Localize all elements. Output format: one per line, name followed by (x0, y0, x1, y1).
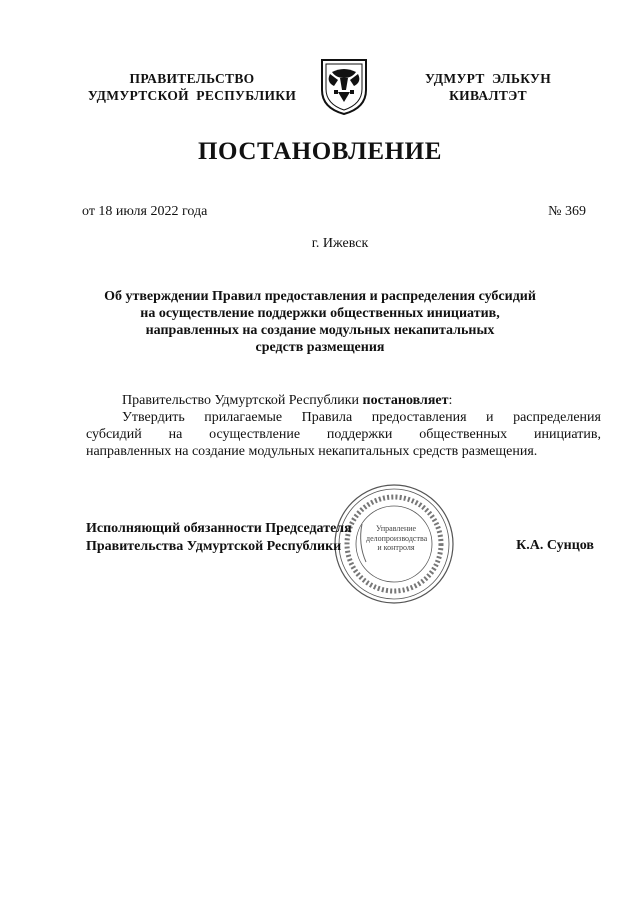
document-title: ПОСТАНОВЛЕНИЕ (197, 138, 443, 165)
stamp-line-1: Управление (375, 524, 417, 533)
document-body (86, 392, 601, 460)
signatory-name: К.А. Сунцов (516, 538, 594, 553)
body-paragraph-1-text: Правительство Удмуртской Республики (122, 393, 363, 408)
body-paragraph-2-line-2: субсидий на осуществление поддержки общественных инициатив, (86, 427, 601, 442)
document-date: от 18 июля 2022 года (82, 204, 208, 219)
resolves-word: постановляет (362, 393, 449, 408)
stamp-line-3: и контроля (377, 543, 415, 552)
subject-line-2: на осуществление поддержки общественных инициатив, (140, 306, 500, 321)
subject-line-1: Об утверждении Правил предоставления и распределения субсидий (104, 289, 536, 304)
signatory-position-line-2: Правительства Удмуртской Республики (86, 539, 342, 554)
document-subject (0, 288, 640, 356)
body-paragraph-2-line-1: Утвердить прилагаемые Правила предоставления и распределения (122, 410, 601, 425)
subject-line-4: средств размещения (255, 340, 385, 355)
subject-line-3: направленных на создание модульных некапитальных (145, 323, 495, 338)
issuer-russian (72, 70, 312, 104)
signatory-position-line-1: Исполняющий обязанности Председателя (86, 521, 352, 536)
signatory-position (86, 520, 352, 556)
issuer-udmurt-line-2: КИВАЛТЭТ (449, 88, 527, 103)
issuer-udmurt-line-1: УДМУРТ ЭЛЬКУН (424, 71, 552, 86)
issuer-russian-line-1: ПРАВИТЕЛЬСТВО (129, 71, 255, 86)
udmurt-coat-of-arms-icon (318, 56, 370, 116)
stamp-inner-text (366, 524, 426, 553)
body-paragraph-1-colon: : (448, 393, 453, 408)
document-number: № 369 (548, 204, 586, 219)
body-paragraph-2-line-3: направленных на создание модульных некапитальных средств размещения. (86, 444, 538, 459)
body-paragraph-1 (86, 392, 601, 409)
document-city: г. Ижевск (311, 236, 369, 251)
stamp-line-2: делопроизводства (366, 533, 428, 543)
issuer-udmurt (388, 70, 588, 104)
issuer-russian-line-2: УДМУРТСКОЙ РЕСПУБЛИКИ (87, 88, 297, 103)
